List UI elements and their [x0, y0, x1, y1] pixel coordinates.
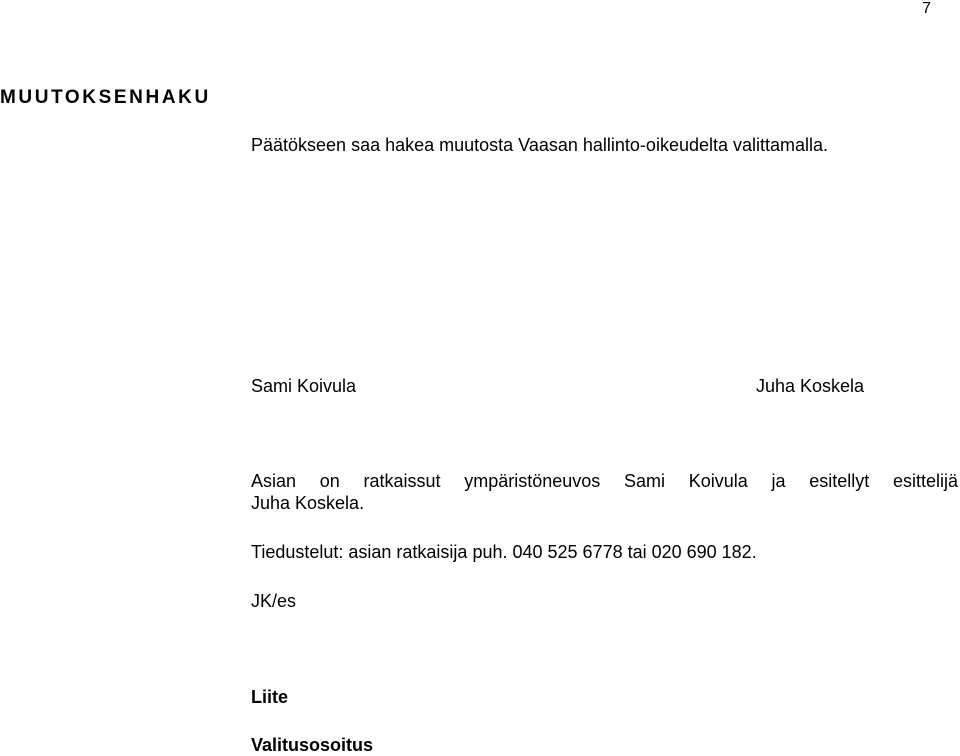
decision-paragraph-line-2: Juha Koskela.: [251, 493, 365, 513]
author-initials: JK/es: [251, 591, 297, 611]
page-number: 7: [922, 0, 931, 17]
signer-name-right: Juha Koskela: [756, 376, 865, 396]
decision-paragraph-line-1: Asian on ratkaissut ympäristöneuvos Sami Koivula ja esitellyt esittelijä: [251, 471, 958, 491]
signer-name-left: Sami Koivula: [251, 376, 357, 396]
inquiries-contact-text: Tiedustelut: asian ratkaisija puh. 040 525 6778 tai 020 690 182.: [251, 542, 757, 562]
attachment-item: Valitusosoitus: [251, 735, 374, 755]
appeal-instructions-text: Päätökseen saa hakea muutosta Vaasan hallinto-oikeudelta valittamalla.: [251, 135, 829, 155]
attachment-heading: Liite: [251, 687, 289, 707]
decision-maker-paragraph: [251, 470, 958, 514]
appeal-section-heading: MUUTOKSENHAKU: [0, 87, 211, 108]
